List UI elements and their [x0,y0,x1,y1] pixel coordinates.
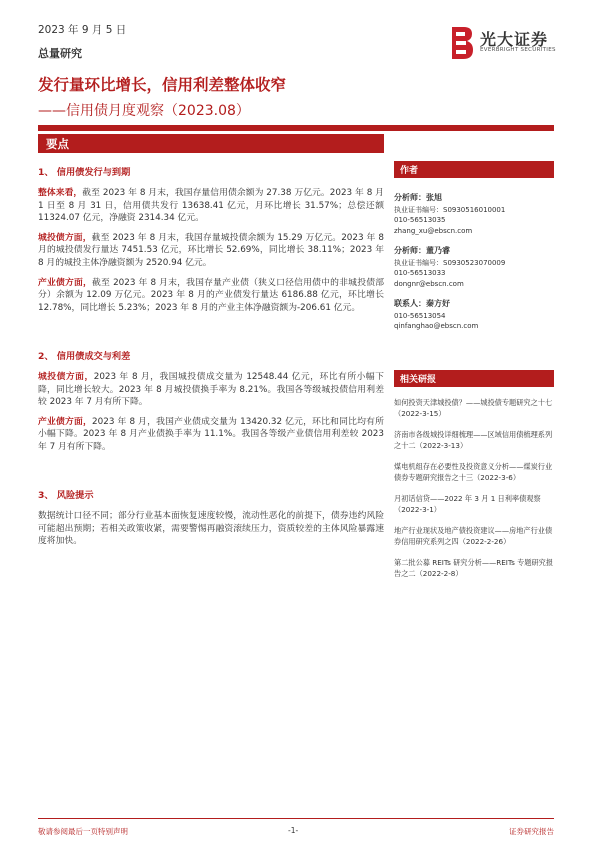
report-category: 总量研究 [38,47,82,60]
main-content [38,161,384,555]
brand-logo [450,24,570,64]
brand-name-cn: 光大证券 [480,30,549,49]
paragraph-lead: 城投债方面， [38,233,92,244]
paragraph [38,232,384,269]
related-research-label: 相关研报 [400,375,437,385]
authors-header [394,161,554,178]
author-name: 联系人：秦方好 [394,299,450,308]
section-heading: 2、 信用债成交与利差 [38,350,131,362]
footer-divider [38,818,554,819]
footer-report-type: 证券研究报告 [509,827,554,836]
related-report-item[interactable]: 地产行业现状及地产债投资建议——房地产行业债券信用研究系列之四（2022-2-26） [394,526,553,546]
author-entry [394,193,554,236]
paragraph-text: 2023 年 8 月，我国产业债成交量为 13420.32 亿元，环比和同比均有所小幅下降。2023 年 8 月产业债换手率为 11.1%。我国各等级产业债信用利差较 2023 年 7 月有所下降。 [38,417,384,452]
paragraph [38,510,384,547]
paragraph-text: 截至 2023 年 8 月末，我国存量产业债（狭义口径信用债中的非城投债部分）余额为 12.09 万亿元。2023 年 8 月的产业债发行量达 6186.88 亿元，环比增长 12.78%，同比增长 5.23%；2023 年 8 月的产业主体净融资额为-206.61 亿元。 [38,278,384,313]
paragraph-lead: 城投债方面， [38,372,94,383]
paragraph-lead: 产业债方面， [38,278,93,289]
title-divider [38,125,554,131]
authors-list [394,193,554,342]
author-cert: 执业证书编号：S0930516010001 [394,205,506,214]
related-report-item[interactable]: 煤电机组存在必要性及投资意义分析——煤炭行业债券专题研究报告之十三（2022-3-6） [394,462,553,482]
related-report-item[interactable]: 第二批公募 REITs 研究分析——REITs 专题研究报告之二（2022-2-8） [394,558,554,578]
related-report-item[interactable]: 如何投资天津城投债？——城投债专题研究之十七（2022-3-15） [394,398,553,418]
author-email[interactable]: qinfanghao@ebscn.com [394,322,479,330]
paragraph [38,277,384,314]
keypoints-label: 要点 [46,137,69,151]
footer-disclaimer: 敬请参阅最后一页特别声明 [38,827,128,836]
paragraph-text: 截至 2023 年 8 月末，我国存量信用债余额为 27.38 万亿元。2023 年 8 月 1 日至 8 月 31 日，信用债共发行 13638.41 亿元，月环比增长 31.57%；总偿还额 11324.07 亿元，净融资 2314.34 亿元。 [38,188,384,223]
related-research-list [394,398,554,590]
paragraph-text: 数据统计口径不同；部分行业基本面恢复速度较慢，流动性恶化的前提下，债券违约风险可能超出预期；若相关政策收紧，需要警惕再融资滚续压力，资质较差的主体风险暴露速度将加快。 [38,511,384,546]
author-email[interactable]: zhang_xu@ebscn.com [394,226,473,235]
author-email[interactable]: dongnr@ebscn.com [394,279,464,288]
related-report-item[interactable]: 济南市各级城投详细梳理——区域信用债梳理系列之十二（2022-3-13） [394,430,553,450]
paragraph [38,371,384,408]
author-cert: 执业证书编号：S0930523070009 [394,258,506,267]
page-number: -1- [288,826,299,835]
related-report-item[interactable]: 月初话信贷——2022 年 3 月 1 日利率债观察（2022-3-1） [394,494,541,514]
paragraph-text: 截至 2023 年 8 月末，我国存量城投债余额为 15.29 万亿元。2023 年 8 月的城投债发行量达 7451.53 亿元，环比增长 52.69%，同比增长 38.11%；2023 年 8 月的城投主体净融资额为 2520.94 亿元。 [38,233,384,268]
authors-label: 作者 [400,166,419,176]
author-name: 分析师：张旭 [394,193,442,202]
report-date: 2023 年 9 月 5 日 [38,24,127,36]
author-name: 分析师：董乃睿 [394,246,450,255]
paragraph-lead: 产业债方面， [38,417,93,428]
section-heading: 1、 信用债发行与到期 [38,167,131,178]
paragraph [38,416,384,453]
author-phone: 010-56513033 [394,269,446,277]
report-title: 发行量环比增长，信用利差整体收窄 [38,76,287,94]
brand-mark-icon [450,26,474,60]
paragraph-lead: 整体来看， [38,188,83,199]
paragraph [38,187,384,224]
author-entry [394,246,554,289]
author-phone: 010-56513035 [394,216,446,224]
paragraph-text: 2023 年 8 月，我国城投债成交量为 12548.44 亿元，环比有所小幅下降，同比增长较大。2023 年 8 月城投债换手率为 8.21%。我国各等级城投债信用利差较 2023 年 7 月有所下降。 [38,372,384,407]
brand-name-en: EVERBRIGHT SECURITIES [480,47,556,53]
report-subtitle: ——信用债月度观察（2023.08） [38,103,250,119]
author-entry [394,299,554,332]
author-phone: 010-56513054 [394,311,446,320]
related-research-header [394,370,554,387]
keypoints-header [38,134,384,153]
section-heading: 3、 风险提示 [38,490,94,502]
